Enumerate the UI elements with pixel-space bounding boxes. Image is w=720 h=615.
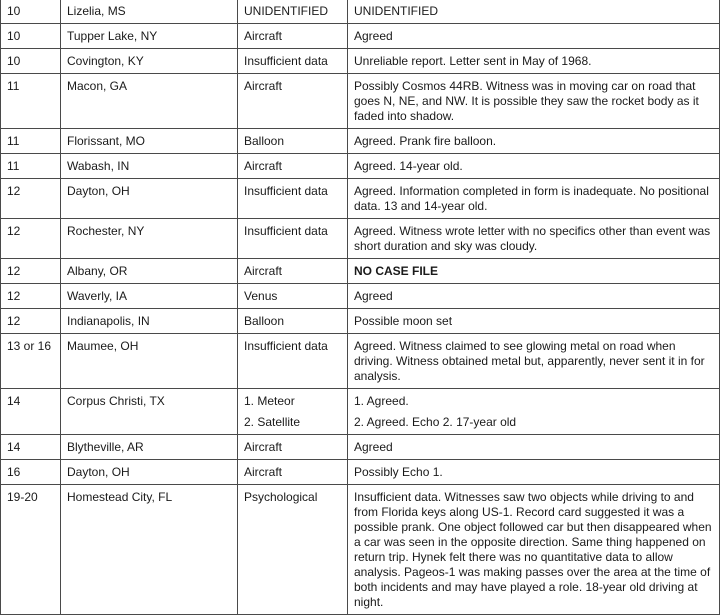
comments-cell: UNIDENTIFIED: [348, 0, 720, 24]
comments-cell: [348, 389, 720, 435]
location-cell: Homestead City, FL: [61, 485, 238, 615]
date-cell: 11: [1, 154, 61, 179]
table-row: [1, 49, 720, 74]
table-row: [1, 334, 720, 389]
comments-cell-part: 2. Agreed. Echo 2. 17-year old: [354, 415, 517, 429]
table-row: [1, 24, 720, 49]
comments-cell: Possible moon set: [348, 309, 720, 334]
date-cell: 13 or 16: [1, 334, 61, 389]
location-cell: Dayton, OH: [61, 460, 238, 485]
table-row: [1, 485, 720, 615]
evaluation-cell: Insufficient data: [238, 334, 348, 389]
evaluation-cell: Aircraft: [238, 154, 348, 179]
table-row: [1, 179, 720, 219]
evaluation-cell: [238, 389, 348, 435]
comments-cell: Agreed. Witness claimed to see glowing metal on road when driving. Witness obtained metal but, apparently, never sent it in for analysis.: [348, 334, 720, 389]
table-row: [1, 389, 720, 435]
location-cell: Macon, GA: [61, 74, 238, 129]
location-cell: Florissant, MO: [61, 129, 238, 154]
comments-cell-part: 1. Agreed.: [354, 394, 409, 408]
evaluation-cell: Aircraft: [238, 259, 348, 284]
evaluation-cell: Aircraft: [238, 460, 348, 485]
table-row: [1, 129, 720, 154]
location-cell: Blytheville, AR: [61, 435, 238, 460]
evaluation-cell: Aircraft: [238, 74, 348, 129]
evaluation-cell: Venus: [238, 284, 348, 309]
date-cell: 11: [1, 129, 61, 154]
comments-cell: Agreed. 14-year old.: [348, 154, 720, 179]
comments-cell: NO CASE FILE: [348, 259, 720, 284]
evaluation-cell: UNIDENTIFIED: [238, 0, 348, 24]
comments-cell: Agreed. Witness wrote letter with no specifics other than event was short duration and sky was cloudy.: [348, 219, 720, 259]
table-row: [1, 74, 720, 129]
comments-cell: Agreed. Prank fire balloon.: [348, 129, 720, 154]
location-cell: Maumee, OH: [61, 334, 238, 389]
location-cell: Indianapolis, IN: [61, 309, 238, 334]
table-row: [1, 460, 720, 485]
evaluation-cell-part: 1. Meteor: [244, 394, 295, 408]
date-cell: 19-20: [1, 485, 61, 615]
evaluation-cell: Insufficient data: [238, 219, 348, 259]
comments-cell: Agreed: [348, 435, 720, 460]
table-row: [1, 259, 720, 284]
date-cell: 16: [1, 460, 61, 485]
table-row: [1, 0, 720, 24]
location-cell: Albany, OR: [61, 259, 238, 284]
date-cell: 14: [1, 435, 61, 460]
date-cell: 10: [1, 24, 61, 49]
table-row: [1, 219, 720, 259]
table-row: [1, 309, 720, 334]
evaluation-cell: Psychological: [238, 485, 348, 615]
comments-cell: Unreliable report. Letter sent in May of 1968.: [348, 49, 720, 74]
location-cell: Dayton, OH: [61, 179, 238, 219]
comments-cell: Agreed: [348, 284, 720, 309]
table-row: [1, 284, 720, 309]
location-cell: Covington, KY: [61, 49, 238, 74]
date-cell: 12: [1, 219, 61, 259]
evaluation-cell: Aircraft: [238, 435, 348, 460]
date-cell: 10: [1, 49, 61, 74]
location-cell: Corpus Christi, TX: [61, 389, 238, 435]
case-table-body: [1, 0, 720, 615]
evaluation-cell-part: 2. Satellite: [244, 415, 301, 429]
date-cell: 12: [1, 259, 61, 284]
comments-cell: Agreed. Information completed in form is inadequate. No positional data. 13 and 14-year old.: [348, 179, 720, 219]
date-cell: 11: [1, 74, 61, 129]
location-cell: Waverly, IA: [61, 284, 238, 309]
evaluation-cell: Insufficient data: [238, 179, 348, 219]
evaluation-cell: Aircraft: [238, 24, 348, 49]
date-cell: 12: [1, 309, 61, 334]
table-row: [1, 154, 720, 179]
date-cell: 12: [1, 284, 61, 309]
comments-cell: Possibly Cosmos 44RB. Witness was in moving car on road that goes N, NE, and NW. It is possible they saw the rocket body as it faded into shadow.: [348, 74, 720, 129]
comments-cell: Agreed: [348, 24, 720, 49]
table-row: [1, 435, 720, 460]
date-cell: 12: [1, 179, 61, 219]
evaluation-cell: Balloon: [238, 129, 348, 154]
comments-cell: Possibly Echo 1.: [348, 460, 720, 485]
location-cell: Rochester, NY: [61, 219, 238, 259]
date-cell: 14: [1, 389, 61, 435]
location-cell: Tupper Lake, NY: [61, 24, 238, 49]
location-cell: Lizelia, MS: [61, 0, 238, 24]
location-cell: Wabash, IN: [61, 154, 238, 179]
evaluation-cell: Insufficient data: [238, 49, 348, 74]
date-cell: 10: [1, 0, 61, 24]
evaluation-cell: Balloon: [238, 309, 348, 334]
comments-cell: Insufficient data. Witnesses saw two objects while driving to and from Florida keys along US-1. Record card suggested it was a possible prank. One object followed car but then disappeared when a car was seen in the opposite direction. Same thing happened on return trip. Hynek felt there was no quantitative data to allow analysis. Pageos-1 was making passes over the area at the time of both incidents and may have played a role. 18-year old driving at night.: [348, 485, 720, 615]
